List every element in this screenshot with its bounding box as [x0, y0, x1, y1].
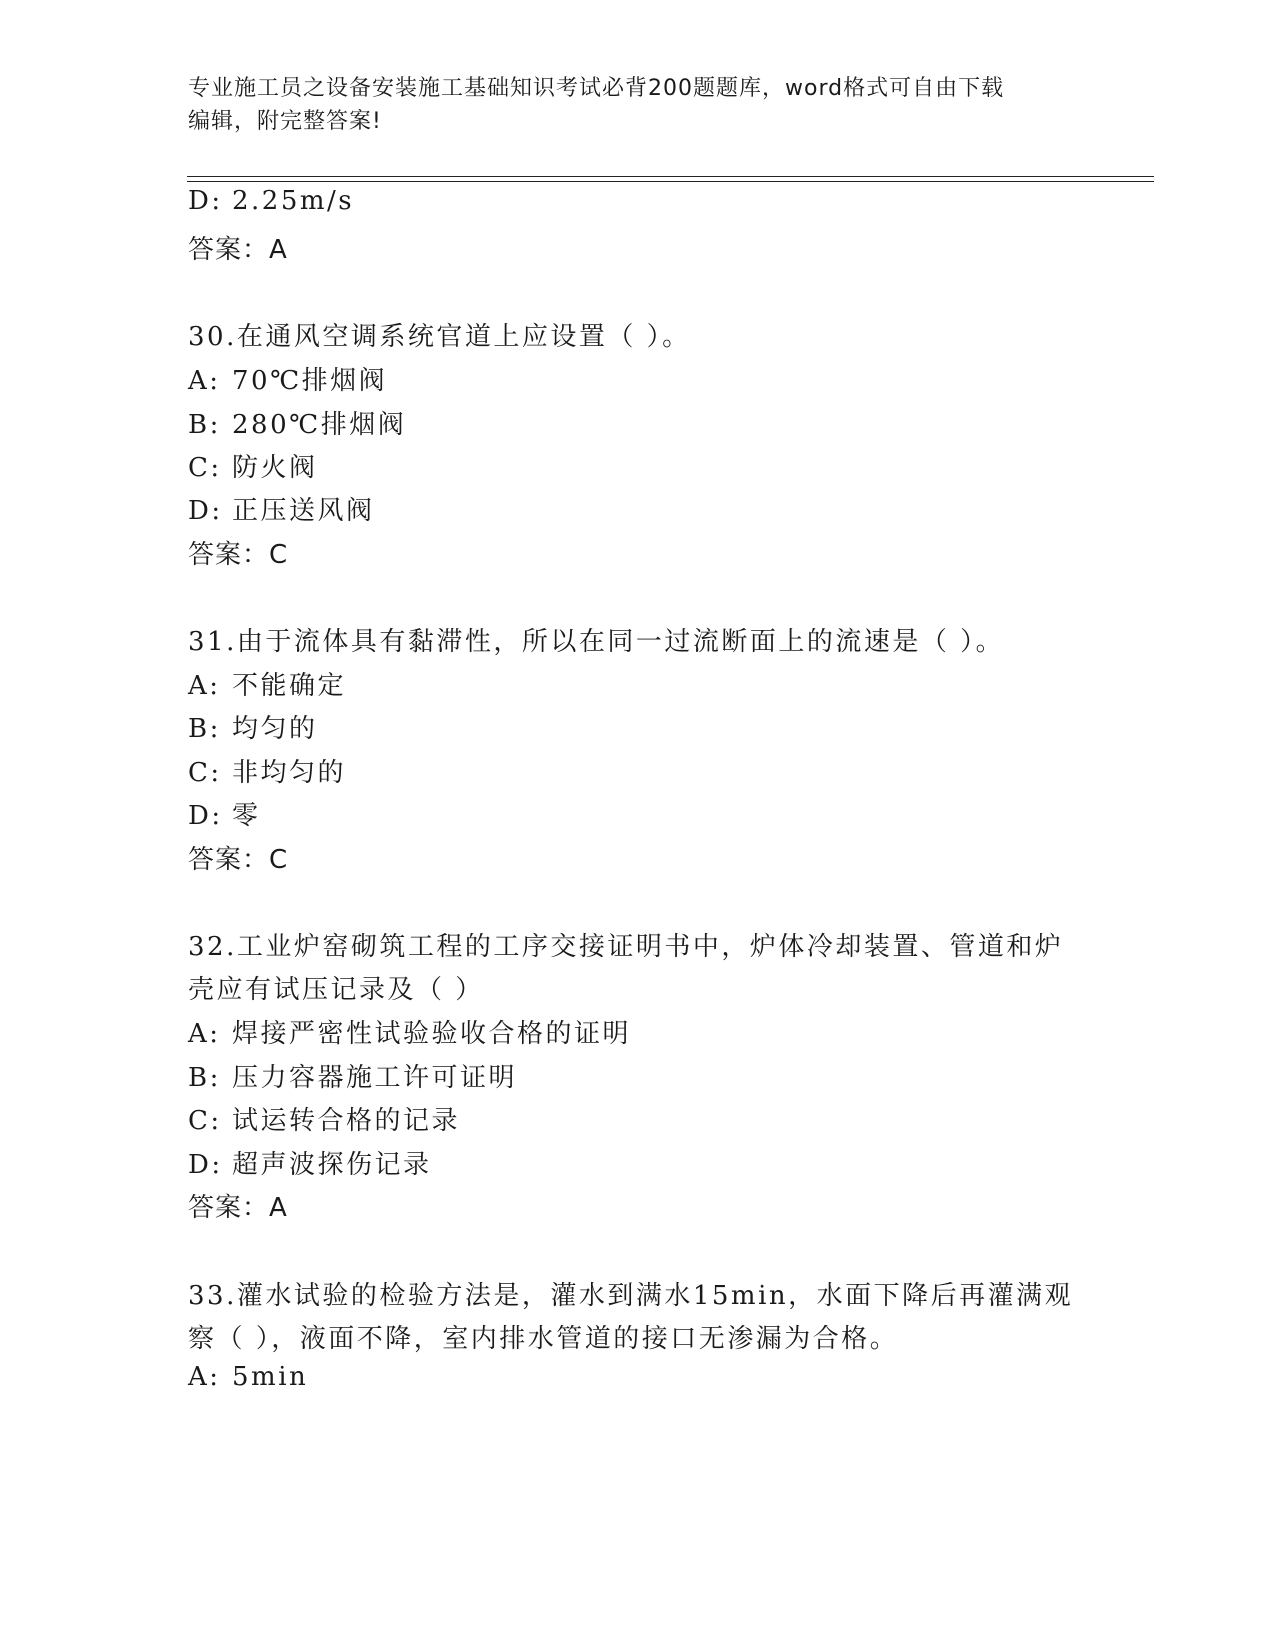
option-text: 非均匀的 [232, 758, 347, 788]
question-30-answer: 答案：C [188, 540, 289, 570]
option-label: D: [188, 1150, 223, 1180]
option-text: 280℃排烟阀 [232, 410, 407, 440]
option-label: A: [188, 1019, 221, 1049]
question-30-option-b [188, 404, 406, 441]
question-31-option-d [188, 795, 261, 832]
option-text: 零 [232, 801, 261, 831]
question-32-option-c [188, 1100, 460, 1137]
question-30-option-d [188, 490, 375, 527]
question-32-stem-line-1: 32.工业炉窑砌筑工程的工序交接证明书中，炉体冷却装置、管道和炉 [188, 932, 1064, 962]
option-text: 不能确定 [232, 671, 347, 701]
option-label: C: [188, 453, 222, 483]
option-text: 防火阀 [232, 453, 318, 483]
carryover-answer: 答案：A [188, 235, 288, 265]
option-label: D: [188, 186, 223, 216]
question-32-option-b [188, 1057, 517, 1094]
option-label: B: [188, 1063, 221, 1093]
option-text: 2.25m/s [232, 186, 355, 216]
option-text: 超声波探伤记录 [232, 1150, 432, 1180]
header-rule-top [187, 176, 1154, 177]
question-32-stem-line-2: 壳应有试压记录及（ ） [188, 975, 484, 1005]
question-31-stem: 31.由于流体具有黏滞性，所以在同一过流断面上的流速是（ ）。 [188, 627, 1005, 657]
question-33-option-a [188, 1362, 308, 1392]
option-text: 70℃排烟阀 [232, 366, 388, 396]
option-label: D: [188, 496, 223, 526]
option-label: B: [188, 410, 221, 440]
question-33-stem-line-2: 察（ ），液面不降，室内排水管道的接口无渗漏为合格。 [188, 1324, 899, 1354]
question-30-option-c [188, 447, 318, 484]
option-label: C: [188, 758, 222, 788]
option-label: C: [188, 1106, 222, 1136]
header-rule-bottom [187, 181, 1154, 182]
carryover-option-d [188, 186, 354, 216]
question-31-option-c [188, 752, 346, 789]
option-label: B: [188, 714, 221, 744]
option-text: 焊接严密性试验验收合格的证明 [232, 1019, 632, 1049]
option-text: 压力容器施工许可证明 [232, 1063, 518, 1093]
option-label: A: [188, 671, 221, 701]
question-33-stem-line-1: 33.灌水试验的检验方法是，灌水到满水15min，水面下降后再灌满观 [188, 1281, 1074, 1311]
option-text: 试运转合格的记录 [232, 1106, 461, 1136]
question-31-option-b [188, 708, 318, 745]
question-32-answer: 答案：A [188, 1193, 288, 1223]
question-31-option-a [188, 665, 346, 702]
question-31-answer: 答案：C [188, 845, 289, 875]
option-label: D: [188, 801, 223, 831]
question-30-option-a [188, 360, 387, 397]
option-text: 正压送风阀 [232, 496, 375, 526]
option-label: A: [188, 366, 221, 396]
option-label: A: [188, 1362, 221, 1392]
header-title-line-2: 编辑，附完整答案! [188, 109, 382, 134]
question-30-stem: 30.在通风空调系统官道上应设置（ ）。 [188, 322, 691, 352]
header-title-line-1: 专业施工员之设备安装施工基础知识考试必背200题题库，word格式可自由下载 [188, 76, 1005, 101]
document-header [188, 72, 1088, 138]
question-32-option-a [188, 1013, 631, 1050]
option-text: 5min [232, 1362, 309, 1392]
question-32-option-d [188, 1144, 432, 1181]
option-text: 均匀的 [232, 714, 318, 744]
